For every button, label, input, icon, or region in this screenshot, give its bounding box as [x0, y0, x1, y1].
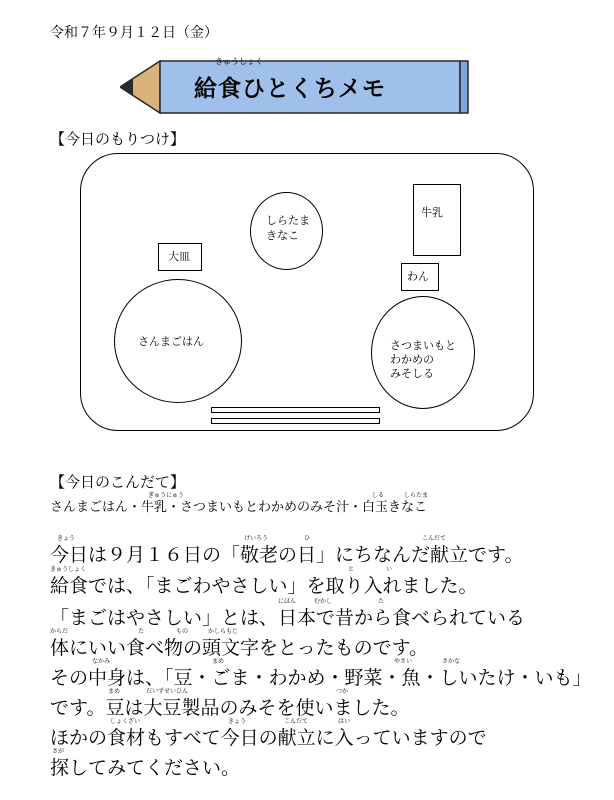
ruby-ta-1: た [378, 598, 385, 605]
body-line-2: 給食では、「まごわやさしい」を取り入れました。 [50, 575, 478, 597]
milk-carton [413, 184, 461, 256]
bowl-label: わん [407, 270, 429, 283]
chopstick-2 [211, 418, 380, 424]
ruby-shokuzai: しょくざい [110, 718, 141, 725]
ruby-shiratama: しらたま [404, 492, 429, 499]
menu-items: さんまごはん・牛乳・さつまいもとわかめのみそ汁・白玉きなこ [50, 500, 428, 515]
ruby-mame-2: まめ [108, 688, 121, 695]
ruby-i: い [386, 566, 393, 573]
ruby-kashiramoji: かしらもじ [208, 628, 239, 635]
body-line-4: 体にいい食べ物の頭文字をとったものです。 [50, 637, 429, 659]
chopstick-1 [211, 407, 380, 413]
ruby-hai: はい [338, 718, 351, 725]
ruby-kyou-1: きょう [57, 535, 76, 542]
soup-label-3: みそしる [390, 367, 434, 380]
banner-ruby: きゅうしょく [215, 57, 263, 66]
ruby-kyushoku: きゅうしょく [50, 566, 87, 573]
body-line-5: その中身は、「豆・ごま・わかめ・野菜・魚・しいたけ・いも」 [50, 667, 592, 689]
ruby-kondate-1: こんだて [422, 535, 447, 542]
ruby-ta-2: た [138, 628, 145, 635]
banner-title: 給食ひとくちメモ [194, 76, 386, 102]
ruby-nakami: なかみ [92, 658, 111, 665]
shiratama-label-2: きなこ [266, 229, 299, 242]
ruby-gyunyu: ぎゅうにゅう [148, 492, 184, 499]
ruby-mono: もの [176, 628, 189, 635]
kondate-heading: 【今日のこんだて】 [50, 473, 186, 491]
moritsuke-heading: 【今日のもりつけ】 [50, 130, 186, 148]
body-line-3: 「まごはやさしい」とは、日本で昔から食べられている [50, 607, 526, 629]
ruby-shiru: しる [372, 492, 385, 499]
milk-label: 牛乳 [421, 206, 443, 219]
body-line-7: ほかの食材もすべて今日の献立に入っていますので [50, 727, 487, 749]
soup-label-2: わかめの [390, 353, 434, 366]
body-line-8: 探してみてください。 [50, 757, 241, 779]
ruby-sakana: さかな [442, 658, 461, 665]
ruby-tsuka: つか [336, 688, 349, 695]
ruby-hi: ひ [304, 535, 311, 542]
date-line: 令和７年９月１２日（金） [50, 25, 218, 41]
ruby-kyou-2: きょう [228, 718, 247, 725]
ruby-mame-1: まめ [212, 658, 225, 665]
ruby-kondate-2: こんだて [284, 718, 309, 725]
ruby-karada: からだ [50, 628, 69, 635]
body-line-6: です。豆は大豆製品のみそを使いました。 [50, 697, 410, 719]
rice-label: さんまごはん [138, 335, 204, 348]
ruby-nihon: にほん [278, 598, 297, 605]
ruby-to: と [348, 566, 355, 573]
body-line-1: 今日は９月１６日の「敬老の日」にちなんだ献立です。 [50, 544, 524, 566]
ruby-mukashi: むかし [314, 598, 333, 605]
large-plate-label: 大皿 [168, 250, 190, 263]
ruby-keirou: けいろう [244, 535, 269, 542]
soup-label-1: さつまいもと [390, 339, 456, 352]
ruby-saga: さが [52, 748, 65, 755]
shiratama-label-1: しらたま [266, 214, 310, 227]
ruby-yasai: やさい [394, 658, 413, 665]
ruby-daizuseihin: だいずせいひん [146, 688, 189, 695]
